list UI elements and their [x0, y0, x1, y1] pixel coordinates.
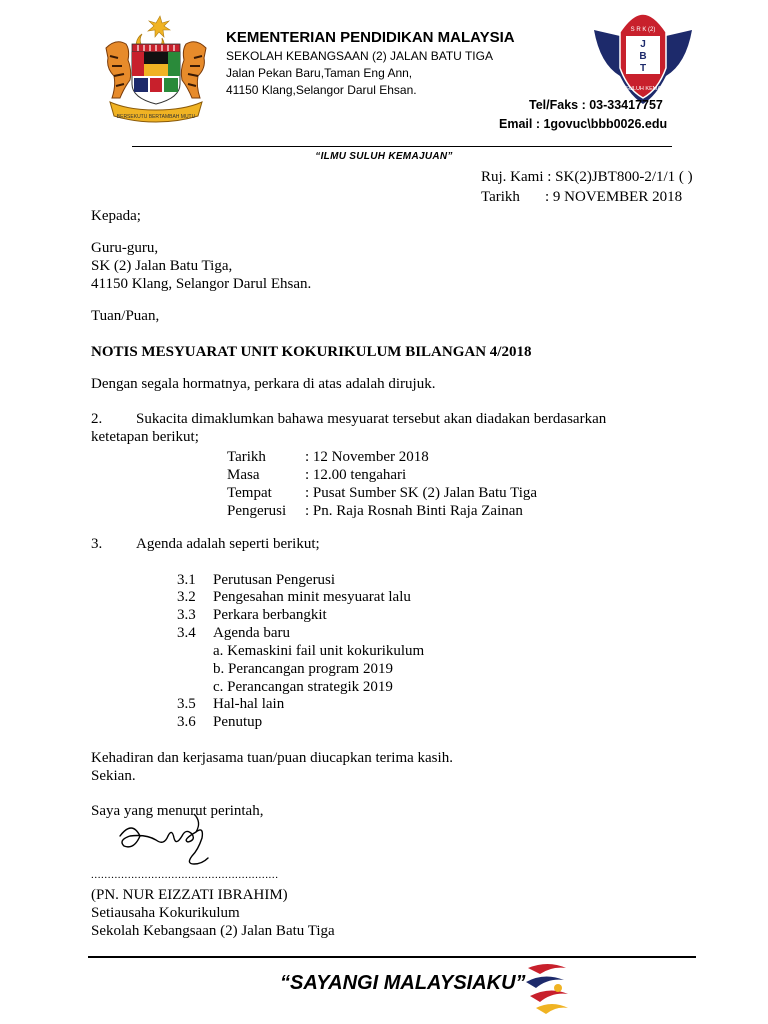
agenda-number: 3.6 — [177, 714, 196, 730]
footer-slogan: “SAYANGI MALAYSIAKU” — [280, 972, 526, 994]
tel-fax: Tel/Faks : 03-33417757 — [529, 98, 663, 112]
signature — [112, 806, 222, 870]
salutation: Tuan/Puan, — [91, 308, 160, 324]
logo-letter-t: T — [639, 63, 647, 74]
detail-row — [227, 448, 429, 466]
agenda-text: Pengesahan minit mesyuarat lalu — [213, 589, 411, 605]
logo-srk-text: S R K (2) — [630, 27, 656, 33]
letter-date-value: : 9 NOVEMBER 2018 — [545, 189, 683, 205]
agenda-item — [177, 571, 335, 589]
detail-label: Tarikh — [227, 449, 266, 465]
sub-agenda-item: b. Perancangan program 2019 — [213, 661, 393, 677]
detail-value: : Pn. Raja Rosnah Binti Raja Zainan — [305, 503, 523, 519]
kepada: Kepada; — [91, 208, 141, 224]
logo-letter-b: B — [639, 51, 647, 62]
ministry-name: KEMENTERIAN PENDIDIKAN MALAYSIA — [226, 29, 515, 46]
sub-agenda-item: a. Kemaskini fail unit kokurikulum — [213, 643, 425, 659]
subject: NOTIS MESYUARAT UNIT KOKURIKULUM BILANGAN 4/2018 — [91, 344, 532, 360]
agenda-text: Perkara berbangkit — [213, 607, 327, 623]
agenda-text: Hal-hal lain — [213, 696, 285, 712]
agenda-item — [177, 713, 262, 731]
sub-agenda-item: c. Perancangan strategik 2019 — [213, 679, 393, 695]
paragraph-1: Dengan segala hormatnya, perkara di atas adalah dirujuk. — [91, 376, 436, 392]
agenda-item — [177, 588, 411, 606]
paragraph-3-text: Agenda adalah seperti berikut; — [136, 536, 320, 552]
school-name: SEKOLAH KEBANGSAAN (2) JALAN BATU TIGA — [226, 49, 493, 63]
header-rule — [132, 146, 672, 147]
logo-motto-text: ILMU SULUH KEMAJUAN — [610, 86, 676, 92]
paragraph-3-number: 3. — [91, 536, 103, 552]
signatory-name: (PN. NUR EIZZATI IBRAHIM) — [91, 887, 288, 903]
closing-perintah: Saya yang menurut perintah, — [91, 803, 264, 819]
recipient-line-1: Guru-guru, — [91, 240, 159, 256]
malaysia-flag-swoosh-logo — [522, 958, 574, 1016]
detail-value: : 12 November 2018 — [305, 449, 429, 465]
agenda-text: Agenda baru — [213, 625, 291, 641]
detail-value: : 12.00 tengahari — [305, 467, 407, 483]
paragraph-2-number: 2. — [91, 411, 103, 427]
agenda-number: 3.3 — [177, 607, 196, 623]
crest-scroll-text: BERSEKUTU BERTAMBAH MUTU — [116, 114, 196, 120]
recipient-line-2: SK (2) Jalan Batu Tiga, — [91, 258, 233, 274]
agenda-number: 3.2 — [177, 589, 196, 605]
letter-date — [481, 188, 682, 206]
agenda-number: 3.5 — [177, 696, 196, 712]
recipient-line-3: 41150 Klang, Selangor Darul Ehsan. — [91, 276, 312, 292]
reference-number: Ruj. Kami : SK(2)JBT800-2/1/1 ( ) — [481, 169, 693, 185]
agenda-text: Penutup — [213, 714, 263, 730]
agenda-number: 3.1 — [177, 572, 196, 588]
signatory-school: Sekolah Kebangsaan (2) Jalan Batu Tiga — [91, 923, 335, 939]
detail-label: Pengerusi — [227, 503, 287, 519]
malaysia-coat-of-arms — [98, 14, 214, 126]
address-line-2: 41150 Klang,Selangor Darul Ehsan. — [226, 83, 417, 97]
agenda-item — [177, 624, 290, 642]
logo-letter-j: J — [640, 39, 646, 50]
agenda-item — [177, 606, 327, 624]
signature-dotted-line: ........................................................ — [91, 869, 279, 881]
agenda-item — [177, 695, 284, 713]
email: Email : 1govuc\bbb0026.edu — [499, 117, 668, 131]
address-line-1: Jalan Pekan Baru,Taman Eng Ann, — [226, 66, 413, 80]
agenda-number: 3.4 — [177, 625, 196, 641]
detail-row — [227, 484, 537, 502]
agenda-text: Perutusan Pengerusi — [213, 572, 336, 588]
school-motto: “ILMU SULUH KEMAJUAN” — [315, 151, 453, 162]
paragraph-2-text-cont: ketetapan berikut; — [91, 429, 199, 445]
detail-label: Masa — [227, 467, 260, 483]
footer-rule — [88, 956, 696, 958]
detail-row — [227, 466, 406, 484]
detail-value: : Pusat Sumber SK (2) Jalan Batu Tiga — [305, 485, 538, 501]
paragraph-2-text: Sukacita dimaklumkan bahawa mesyuarat tersebut akan diadakan berdasarkan — [136, 411, 607, 427]
detail-row — [227, 502, 523, 520]
detail-label: Tempat — [227, 485, 272, 501]
letter-date-label: Tarikh — [481, 189, 520, 205]
closing-thanks: Kehadiran dan kerjasama tuan/puan diucapkan terima kasih. — [91, 750, 453, 766]
closing-sekian: Sekian. — [91, 768, 136, 784]
signatory-title: Setiausaha Kokurikulum — [91, 905, 240, 921]
school-logo — [590, 10, 696, 110]
